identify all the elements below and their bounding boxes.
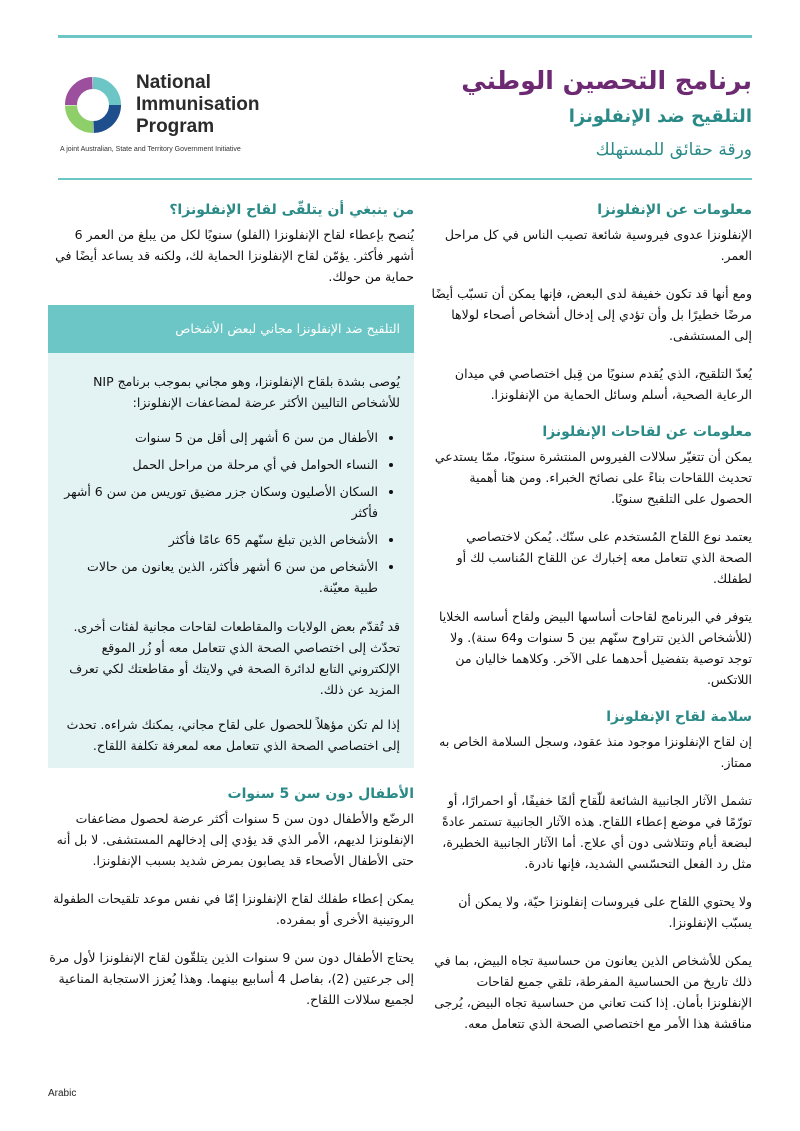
- about-vaccines-heading: معلومات عن لقاحات الإنفلونزا: [542, 424, 752, 440]
- list-item: • السكان الأصليون وسكان جزر مضيق توريس من سن 6 أشهر فأكثر: [62, 481, 378, 523]
- section-about-vaccines: [430, 422, 752, 690]
- section-who-should: [48, 200, 414, 287]
- safety-p1: إن لقاح الإنفلونزا موجود منذ عقود، وسجل السلامة الخاص به ممتاز.: [439, 734, 752, 770]
- section-children: [48, 784, 414, 1010]
- logo-wordmark: [136, 72, 260, 138]
- page-title: برنامج التحصين الوطني: [461, 66, 752, 95]
- about-vaccines-p2: يعتمد نوع اللقاح المُستخدم على سنّك. يُمكن لاختصاصي الصحة الذي تتعامل معه إخبارك عن اللقاح المُناسب لك أو لطفلك.: [456, 529, 752, 586]
- who-should-p1: يُنصح بإعطاء لقاح الإنفلونزا (الفلو) سنويًا لكل من يبلغ من العمر 6 أشهر فأكثر. يؤمّن لقاح الإنفلونزا الحماية لك، ولكنه قد يساعد أيضًا في حماية من حولك.: [55, 227, 414, 284]
- about-flu-heading: معلومات عن الإنفلونزا: [597, 202, 752, 218]
- about-flu-p3: يُعدّ التلقيح، الذي يُقدم سنويًا من قِبل اختصاصي في ميدان الرعاية الصحية، أسلم وسائل الحماية من الإنفلونزا.: [454, 366, 752, 402]
- logo-tagline: A joint Australian, State and Territory Government Initiative: [60, 146, 241, 153]
- list-item: • الأشخاص الذين تبلغ سنّهم 65 عامًا فأكثر: [62, 529, 378, 550]
- list-item: • النساء الحوامل في أي مرحلة من مراحل الحمل: [62, 454, 378, 475]
- nip-logo: [60, 70, 300, 160]
- eligible-groups-list: [62, 427, 378, 598]
- free-vaccine-p2: قد تُقدّم بعض الولايات والمقاطعات لقاحات مجانية لفئات أخرى. تحدّث إلى اختصاصي الصحة الذي تتعامل معه أو زُر الموقع الإلكتروني التابع لدائرة الصحة في ولايتك أو مقاطعتك لكي تعرف المزيد عن ذلك.: [69, 619, 400, 697]
- children-p2: يمكن إعطاء طفلك لقاح الإنفلونزا إمّا في نفس موعد تلقيحات الطفولة الروتينية الأخرى أو بمفرده.: [53, 891, 414, 927]
- children-p1: الرضّع والأطفال دون سن 5 سنوات أكثر عرضة لحصول مضاعفات الإنفلونزا لديهم، الأمر الذي قد يؤدي إلى إدخالهم المستشفى. لا بل أنه حتى الأطفال الأصحاء قد يصابون بمرض شديد بسبب الإنفلونزا.: [56, 811, 414, 868]
- footer-language-label: Arabic: [48, 1088, 77, 1099]
- logo-line-national: National: [136, 72, 211, 93]
- free-vaccine-p3: إذا لم تكن مؤهلاً للحصول على لقاح مجاني، يمكنك شراءه. تحدث إلى اختصاصي الصحة الذي تتعامل معه لمعرفة تكلفة اللقاح.: [66, 717, 400, 753]
- nip-ring-icon: [62, 74, 124, 136]
- section-safety: [430, 707, 752, 1034]
- factsheet-label: ورقة حقائق للمستهلك: [595, 140, 752, 160]
- section-about-flu: [430, 200, 752, 405]
- logo-line-program: Program: [136, 116, 215, 137]
- safety-heading: سلامة لقاح الإنفلونزا: [606, 709, 752, 725]
- about-vaccines-p1: يمكن أن تتغيّر سلالات الفيروس المنتشرة سنويًا، ممّا يستدعي تحديث اللقاحات بناءً على نصائح الخبراء. ومن هنا أهمية الحصول على التلقيح سنويًا.: [434, 449, 752, 506]
- free-vaccine-intro: يُوصى بشدة بلقاح الإنفلونزا، وهو مجاني بموجب برنامج NIP للأشخاص التاليين الأكثر عرضة لمضاعفات الإنفلونزا:: [93, 374, 400, 410]
- about-flu-p1: الإنفلونزا عدوى فيروسية شائعة تصيب الناس في كل مراحل العمر.: [444, 227, 752, 263]
- safety-p4: يمكن للأشخاص الذين يعانون من حساسية تجاه البيض، بما في ذلك تاريخ من الحساسية المفرطة، تلقي جميع لقاحات الإنفلونزا بأمان. إذا كنت تعاني من حساسية تجاه البيض، يُرجى مناقشة هذا الأمر مع اختصاصي الصحة الذي تتعامل معه.: [434, 953, 752, 1031]
- list-item: • الأطفال من سن 6 أشهر إلى أقل من 5 سنوات: [62, 427, 378, 448]
- about-flu-p2: ومع أنها قد تكون خفيفة لدى البعض، فإنها يمكن أن تسبّب أيضًا مرضًا خطيرًا بل وأن تؤدي إلى إدخال أشخاص أصحاء لولاها إلى المستشفى.: [431, 286, 752, 343]
- right-column: [430, 200, 752, 1051]
- free-vaccine-box-title: التلقيح ضد الإنفلونزا مجاني لبعض الأشخاص: [48, 305, 414, 353]
- about-vaccines-p3: يتوفر في البرنامج لقاحات أساسها البيض ولقاح أساسه الخلايا (للأشخاص الذين تتراوح سنّهم بين 5 سنوات و64 سنة). ولا توجد توصية بتفضيل أحدهما على الآخر. وكلاهما خاليان من اللاتكس.: [438, 609, 752, 687]
- safety-p3: ولا يحتوي اللقاح على فيروسات إنفلونزا حيّة، ولا يمكن أن يسبّب الإنفلونزا.: [458, 894, 752, 930]
- who-should-heading: من ينبغي أن يتلقّى لقاح الإنفلونزا؟: [169, 202, 414, 218]
- children-heading: الأطفال دون سن 5 سنوات: [227, 786, 414, 802]
- safety-p2: تشمل الآثار الجانبية الشائعة للّقاح ألمًا خفيفًا، أو احمرارًا، أو تورّمًا في موضع إعطاء اللقاح. هذه الآثار الجانبية تستمر عادةً لبضعة أيام وتتلاشى دون أي علاج. أما الآثار الجانبية الخطيرة، مثل رد الفعل التحسّسي الشديد، فإنها نادرة.: [442, 793, 752, 871]
- header-divider: [58, 178, 752, 180]
- free-vaccine-box: [48, 305, 414, 768]
- list-item: • الأشخاص من سن 6 أشهر فأكثر، الذين يعانون من حالات طبية معيّنة.: [62, 556, 378, 598]
- logo-line-immunisation: Immunisation: [136, 94, 260, 115]
- top-rule: [58, 35, 752, 38]
- page-subtitle: التلقيح ضد الإنفلونزا: [568, 106, 752, 127]
- children-p3: يحتاج الأطفال دون سن 9 سنوات الذين يتلقّون لقاح الإنفلونزا لأول مرة إلى جرعتين (2)، بفاصل 4 أسابيع بينهما. وهذا يُعزز الاستجابة المناعية لجميع سلالات اللقاح.: [49, 950, 414, 1007]
- left-column: [48, 200, 414, 1027]
